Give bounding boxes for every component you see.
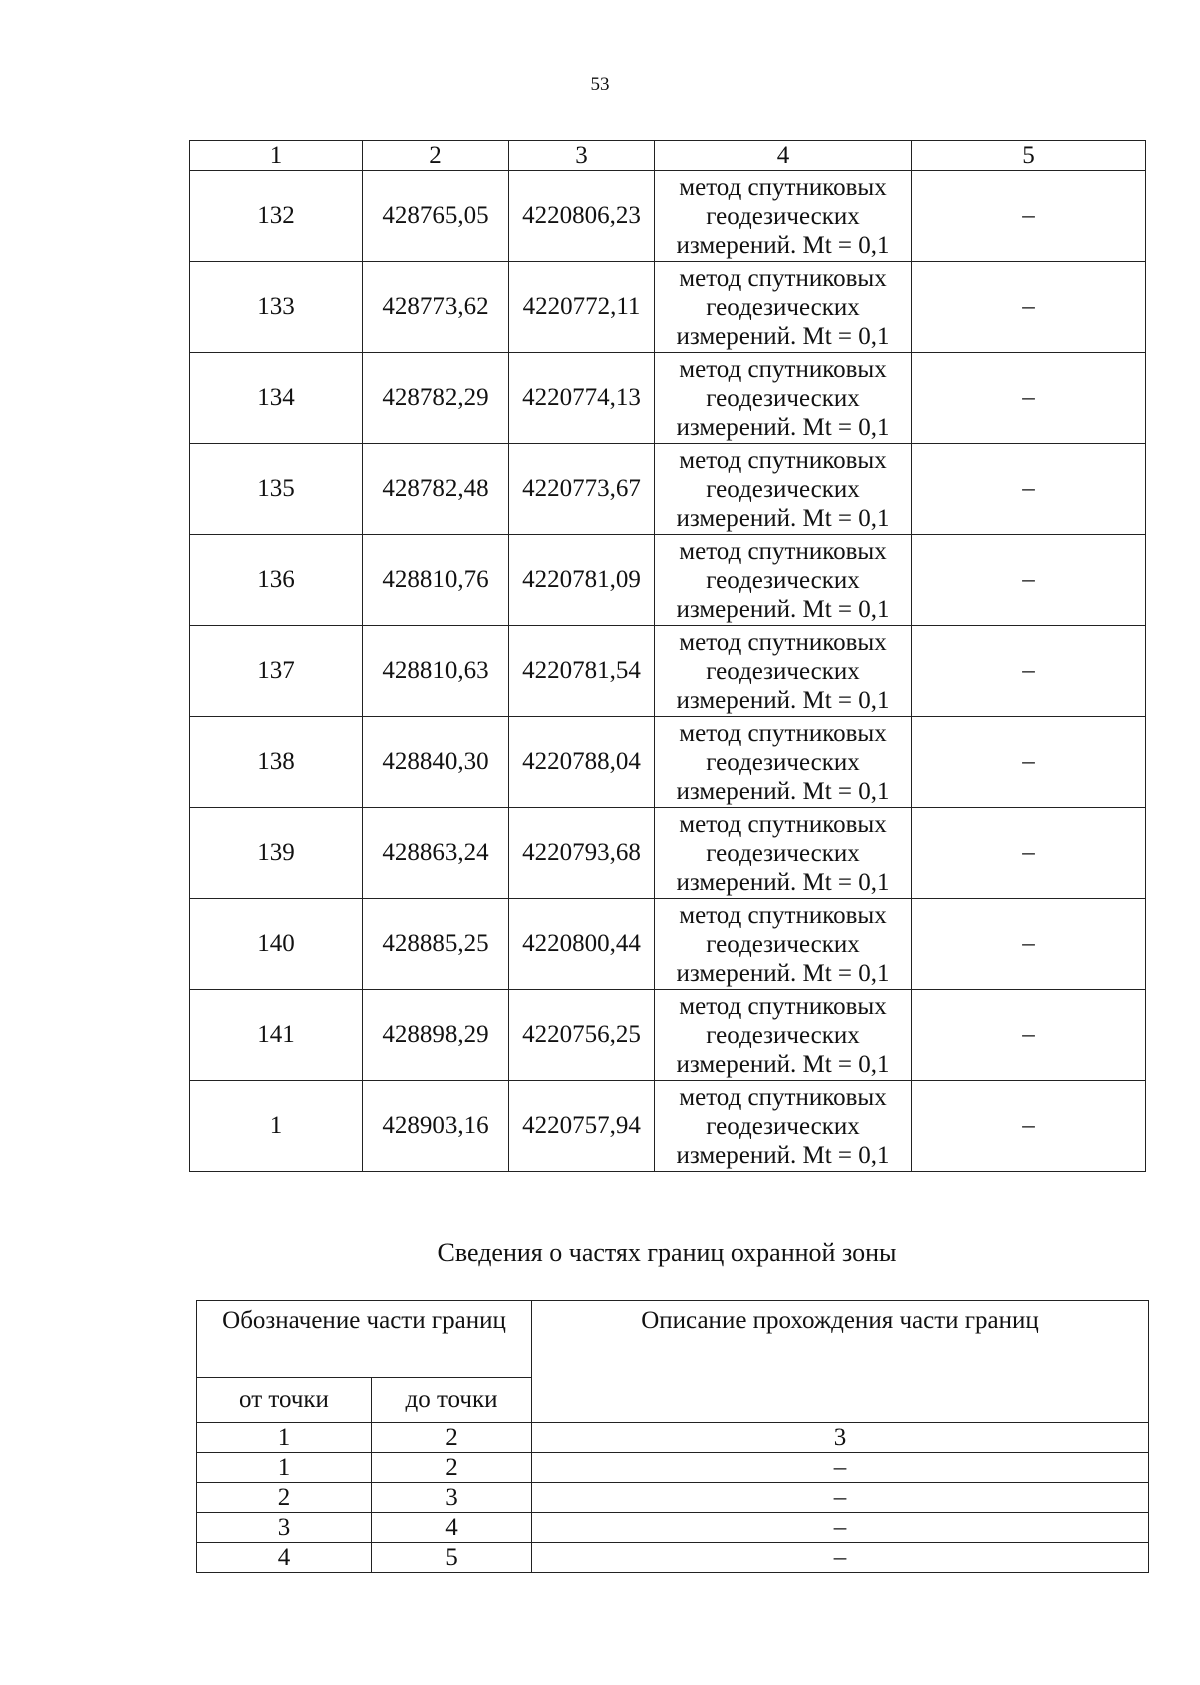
table-row (197, 1453, 1149, 1483)
method-line: метод спутниковых (679, 719, 887, 747)
method-line: метод спутниковых (679, 264, 887, 292)
point-cell: 1 (190, 1081, 363, 1172)
table-row (190, 899, 1146, 990)
method-line: измерений. Mt = 0,1 (676, 595, 890, 623)
point-cell: 138 (190, 717, 363, 808)
table-row (190, 717, 1146, 808)
table-row (197, 1483, 1149, 1513)
note-cell: – (912, 535, 1146, 626)
method-line: геодезических (706, 566, 860, 594)
table-row (190, 626, 1146, 717)
description-cell: – (532, 1453, 1149, 1483)
column-number: 2 (372, 1423, 532, 1453)
note-cell: – (912, 990, 1146, 1081)
x-coordinate-cell: 428898,29 (363, 990, 509, 1081)
method-line: измерений. Mt = 0,1 (676, 1050, 890, 1078)
from-point-cell: 2 (197, 1483, 372, 1513)
note-cell: – (912, 626, 1146, 717)
column-header: 2 (363, 141, 509, 171)
method-cell (655, 626, 912, 717)
note-cell: – (912, 444, 1146, 535)
method-line: метод спутниковых (679, 1083, 887, 1111)
method-line: геодезических (706, 1021, 860, 1049)
y-coordinate-cell: 4220806,23 (509, 171, 655, 262)
from-point-cell: 4 (197, 1543, 372, 1573)
method-line: метод спутниковых (679, 901, 887, 929)
from-point-cell: 1 (197, 1453, 372, 1483)
table-row (190, 808, 1146, 899)
method-line: измерений. Mt = 0,1 (676, 959, 890, 987)
point-cell: 139 (190, 808, 363, 899)
point-cell: 132 (190, 171, 363, 262)
method-line: измерений. Mt = 0,1 (676, 777, 890, 805)
from-point-cell: 3 (197, 1513, 372, 1543)
method-cell (655, 717, 912, 808)
method-line: геодезических (706, 748, 860, 776)
method-line: метод спутниковых (679, 628, 887, 656)
description-cell: – (532, 1543, 1149, 1573)
x-coordinate-cell: 428885,25 (363, 899, 509, 990)
method-line: геодезических (706, 1112, 860, 1140)
y-coordinate-cell: 4220774,13 (509, 353, 655, 444)
method-line: геодезических (706, 202, 860, 230)
to-point-cell: 3 (372, 1483, 532, 1513)
method-line: измерений. Mt = 0,1 (676, 413, 890, 441)
x-coordinate-cell: 428810,76 (363, 535, 509, 626)
table-row (190, 990, 1146, 1081)
description-cell: – (532, 1483, 1149, 1513)
x-coordinate-cell: 428782,48 (363, 444, 509, 535)
header-to-point: до точки (372, 1378, 532, 1423)
method-line: измерений. Mt = 0,1 (676, 504, 890, 532)
to-point-cell: 5 (372, 1543, 532, 1573)
point-cell: 141 (190, 990, 363, 1081)
section-title: Сведения о частях границ охранной зоны (437, 1238, 897, 1267)
method-cell (655, 1081, 912, 1172)
method-line: метод спутниковых (679, 446, 887, 474)
header-boundary-description: Описание прохождения части границ (532, 1301, 1149, 1423)
method-line: метод спутниковых (679, 355, 887, 383)
column-header: 5 (912, 141, 1146, 171)
y-coordinate-cell: 4220772,11 (509, 262, 655, 353)
x-coordinate-cell: 428810,63 (363, 626, 509, 717)
y-coordinate-cell: 4220756,25 (509, 990, 655, 1081)
note-cell: – (912, 1081, 1146, 1172)
method-line: измерений. Mt = 0,1 (676, 686, 890, 714)
table-row (190, 444, 1146, 535)
method-line: метод спутниковых (679, 173, 887, 201)
column-header: 3 (509, 141, 655, 171)
y-coordinate-cell: 4220788,04 (509, 717, 655, 808)
method-line: метод спутниковых (679, 992, 887, 1020)
table-row (197, 1513, 1149, 1543)
table-row (190, 171, 1146, 262)
note-cell: – (912, 899, 1146, 990)
method-cell (655, 808, 912, 899)
header-from-point: от точки (197, 1378, 372, 1423)
method-cell (655, 171, 912, 262)
method-cell (655, 444, 912, 535)
coordinates-table (189, 140, 1146, 1172)
y-coordinate-cell: 4220757,94 (509, 1081, 655, 1172)
method-line: измерений. Mt = 0,1 (676, 868, 890, 896)
method-line: измерений. Mt = 0,1 (676, 322, 890, 350)
column-number: 1 (197, 1423, 372, 1453)
column-header: 4 (655, 141, 912, 171)
x-coordinate-cell: 428782,29 (363, 353, 509, 444)
method-line: измерений. Mt = 0,1 (676, 1141, 890, 1169)
x-coordinate-cell: 428863,24 (363, 808, 509, 899)
method-line: метод спутниковых (679, 537, 887, 565)
column-number: 3 (532, 1423, 1149, 1453)
point-cell: 133 (190, 262, 363, 353)
note-cell: – (912, 808, 1146, 899)
boundary-parts-table (196, 1300, 1149, 1573)
method-line: измерений. Mt = 0,1 (676, 231, 890, 259)
method-line: геодезических (706, 293, 860, 321)
table-row (190, 262, 1146, 353)
note-cell: – (912, 262, 1146, 353)
x-coordinate-cell: 428840,30 (363, 717, 509, 808)
method-cell (655, 262, 912, 353)
coordinates-header-row (190, 141, 1146, 171)
method-line: геодезических (706, 384, 860, 412)
method-line: геодезических (706, 475, 860, 503)
note-cell: – (912, 353, 1146, 444)
method-line: геодезических (706, 839, 860, 867)
y-coordinate-cell: 4220781,54 (509, 626, 655, 717)
point-cell: 136 (190, 535, 363, 626)
point-cell: 134 (190, 353, 363, 444)
y-coordinate-cell: 4220800,44 (509, 899, 655, 990)
x-coordinate-cell: 428903,16 (363, 1081, 509, 1172)
method-line: геодезических (706, 930, 860, 958)
header-boundary-designation: Обозначение части границ (197, 1301, 532, 1378)
table-row (190, 353, 1146, 444)
method-line: геодезических (706, 657, 860, 685)
x-coordinate-cell: 428773,62 (363, 262, 509, 353)
table-row (190, 535, 1146, 626)
method-cell (655, 353, 912, 444)
page-number: 53 (590, 74, 610, 95)
y-coordinate-cell: 4220773,67 (509, 444, 655, 535)
point-cell: 135 (190, 444, 363, 535)
note-cell: – (912, 171, 1146, 262)
y-coordinate-cell: 4220781,09 (509, 535, 655, 626)
method-cell (655, 899, 912, 990)
method-cell (655, 535, 912, 626)
parts-number-row (197, 1423, 1149, 1453)
x-coordinate-cell: 428765,05 (363, 171, 509, 262)
method-cell (655, 990, 912, 1081)
column-header: 1 (190, 141, 363, 171)
description-cell: – (532, 1513, 1149, 1543)
method-line: метод спутниковых (679, 810, 887, 838)
to-point-cell: 4 (372, 1513, 532, 1543)
point-cell: 140 (190, 899, 363, 990)
y-coordinate-cell: 4220793,68 (509, 808, 655, 899)
point-cell: 137 (190, 626, 363, 717)
parts-header-row (197, 1301, 1149, 1378)
table-row (190, 1081, 1146, 1172)
note-cell: – (912, 717, 1146, 808)
table-row (197, 1543, 1149, 1573)
to-point-cell: 2 (372, 1453, 532, 1483)
